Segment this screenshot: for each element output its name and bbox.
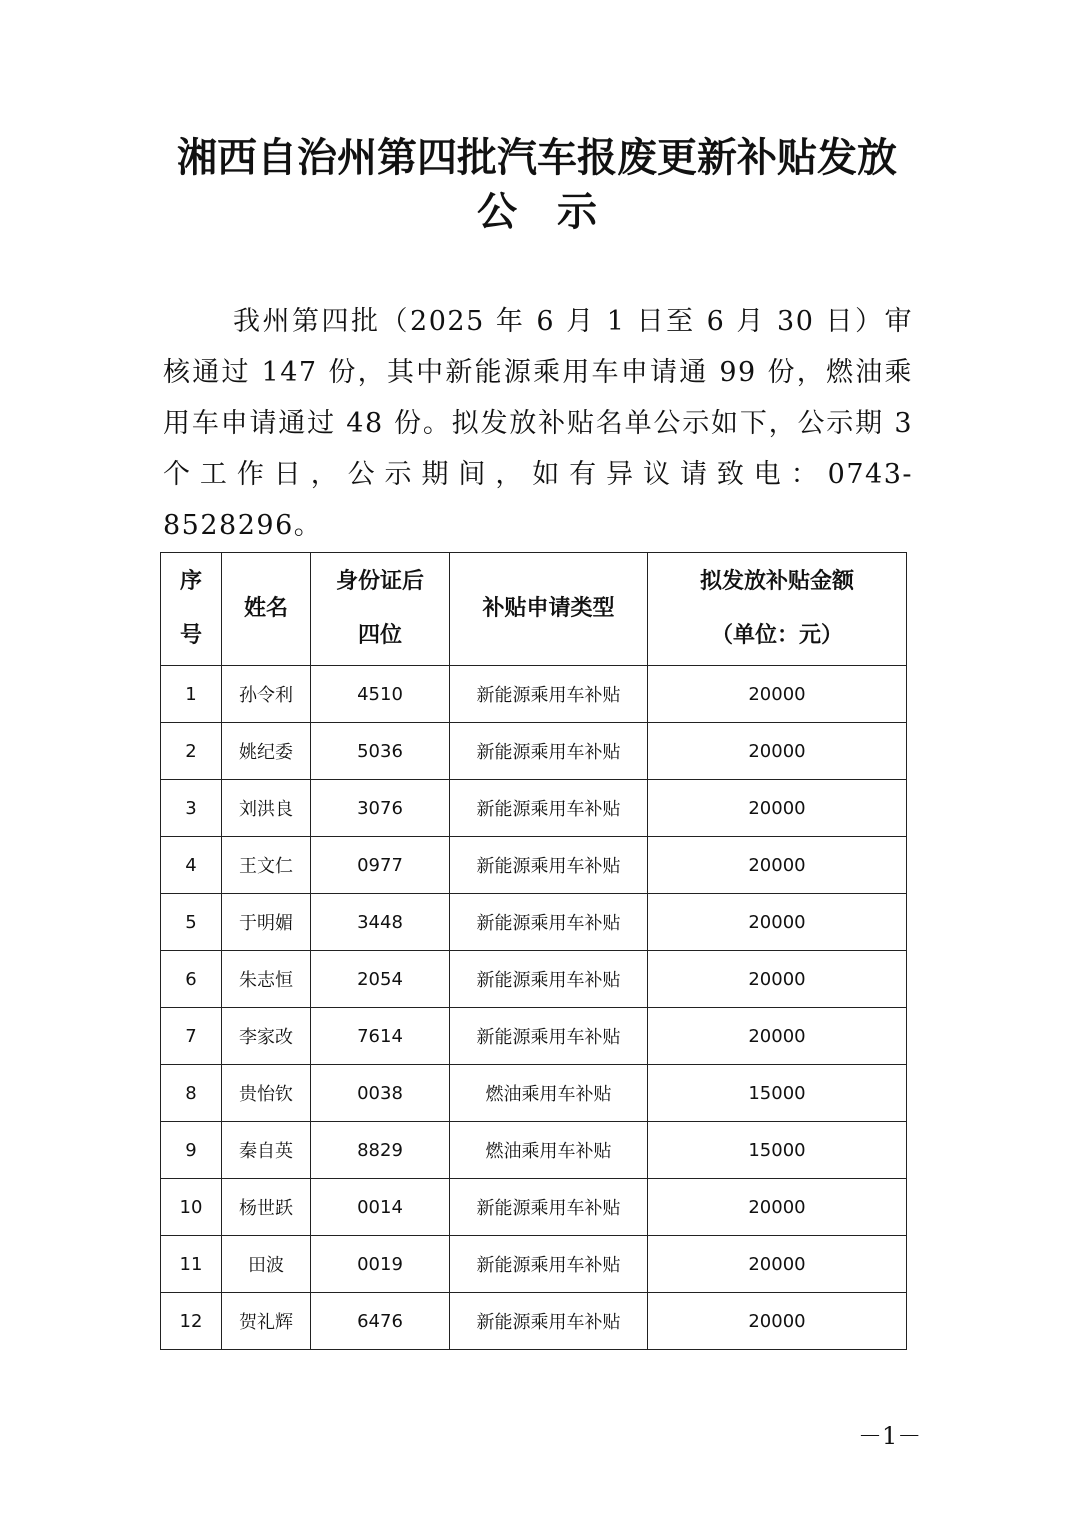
header-serial-line1: 序 xyxy=(179,569,202,594)
cell-type: 新能源乘用车补贴 xyxy=(450,1008,648,1065)
table-row xyxy=(161,1008,907,1065)
cell-id: 2054 xyxy=(311,951,450,1008)
cell-serial: 7 xyxy=(161,1008,222,1065)
cell-serial: 11 xyxy=(161,1236,222,1293)
header-type-label: 补贴申请类型 xyxy=(482,596,615,621)
cell-id: 0977 xyxy=(311,837,450,894)
cell-type: 新能源乘用车补贴 xyxy=(450,1236,648,1293)
header-id-line2: 四位 xyxy=(357,623,402,648)
cell-id: 8829 xyxy=(311,1122,450,1179)
cell-type: 新能源乘用车补贴 xyxy=(450,666,648,723)
cell-amount: 15000 xyxy=(648,1122,907,1179)
table-row xyxy=(161,1122,907,1179)
table-row xyxy=(161,837,907,894)
header-amount-line1: 拟发放补贴金额 xyxy=(699,569,854,594)
cell-serial: 8 xyxy=(161,1065,222,1122)
header-amount-line2: （单位：元） xyxy=(710,623,843,648)
cell-name: 刘洪良 xyxy=(222,780,311,837)
cell-name: 朱志恒 xyxy=(222,951,311,1008)
cell-serial: 5 xyxy=(161,894,222,951)
cell-amount: 20000 xyxy=(648,837,907,894)
cell-type: 新能源乘用车补贴 xyxy=(450,837,648,894)
header-subsidy-type xyxy=(450,553,648,666)
cell-type: 新能源乘用车补贴 xyxy=(450,894,648,951)
cell-amount: 20000 xyxy=(648,894,907,951)
header-subsidy-amount xyxy=(648,553,907,666)
cell-type: 燃油乘用车补贴 xyxy=(450,1065,648,1122)
cell-type: 新能源乘用车补贴 xyxy=(450,1293,648,1350)
cell-amount: 15000 xyxy=(648,1065,907,1122)
cell-id: 0014 xyxy=(311,1179,450,1236)
header-name xyxy=(222,553,311,666)
subsidy-table xyxy=(160,552,907,1350)
cell-id: 7614 xyxy=(311,1008,450,1065)
table-row xyxy=(161,780,907,837)
cell-name: 于明媚 xyxy=(222,894,311,951)
cell-serial: 4 xyxy=(161,837,222,894)
page-number: －1－ xyxy=(858,1422,922,1450)
cell-id: 5036 xyxy=(311,723,450,780)
cell-serial: 1 xyxy=(161,666,222,723)
table-row xyxy=(161,666,907,723)
cell-id: 0019 xyxy=(311,1236,450,1293)
header-id-line1: 身份证后 xyxy=(335,569,424,594)
cell-amount: 20000 xyxy=(648,666,907,723)
cell-serial: 12 xyxy=(161,1293,222,1350)
header-id-last-four xyxy=(311,553,450,666)
table-header-row xyxy=(161,553,907,666)
cell-serial: 9 xyxy=(161,1122,222,1179)
cell-name: 姚纪委 xyxy=(222,723,311,780)
cell-name: 王文仁 xyxy=(222,837,311,894)
cell-amount: 20000 xyxy=(648,1293,907,1350)
cell-serial: 3 xyxy=(161,780,222,837)
table-row xyxy=(161,1236,907,1293)
cell-type: 新能源乘用车补贴 xyxy=(450,723,648,780)
cell-name: 秦自英 xyxy=(222,1122,311,1179)
header-serial-number xyxy=(161,553,222,666)
cell-serial: 10 xyxy=(161,1179,222,1236)
table-row xyxy=(161,894,907,951)
cell-type: 新能源乘用车补贴 xyxy=(450,951,648,1008)
cell-amount: 20000 xyxy=(648,1008,907,1065)
document-title-line2: 公示 xyxy=(477,188,637,235)
cell-name: 李家改 xyxy=(222,1008,311,1065)
table-row xyxy=(161,1065,907,1122)
cell-type: 新能源乘用车补贴 xyxy=(450,1179,648,1236)
cell-id: 3076 xyxy=(311,780,450,837)
header-serial-line2: 号 xyxy=(179,623,202,648)
table-row xyxy=(161,1293,907,1350)
cell-amount: 20000 xyxy=(648,780,907,837)
cell-name: 杨世跃 xyxy=(222,1179,311,1236)
header-name-label: 姓名 xyxy=(243,596,288,621)
table-row xyxy=(161,951,907,1008)
cell-type: 燃油乘用车补贴 xyxy=(450,1122,648,1179)
cell-amount: 20000 xyxy=(648,951,907,1008)
table-row xyxy=(161,723,907,780)
table-row xyxy=(161,1179,907,1236)
announcement-paragraph: 我州第四批（2025 年 6 月 1 日至 6 月 30 日）审核通过 147 份，其中新能源乘用车申请通 99 份，燃油乘用车申请通过 48 份。拟发放补贴名单公示如下，公示期 3 个工作日，公示期间，如有异议请致电：0743-8528296。 xyxy=(163,306,913,541)
document-title: 湘西自治州第四批汽车报废更新补贴发放 xyxy=(177,134,897,181)
cell-id: 6476 xyxy=(311,1293,450,1350)
cell-name: 贵怡钦 xyxy=(222,1065,311,1122)
cell-type: 新能源乘用车补贴 xyxy=(450,780,648,837)
cell-serial: 6 xyxy=(161,951,222,1008)
cell-id: 3448 xyxy=(311,894,450,951)
cell-id: 0038 xyxy=(311,1065,450,1122)
cell-name: 孙令利 xyxy=(222,666,311,723)
cell-id: 4510 xyxy=(311,666,450,723)
cell-serial: 2 xyxy=(161,723,222,780)
cell-amount: 20000 xyxy=(648,1179,907,1236)
cell-amount: 20000 xyxy=(648,723,907,780)
cell-amount: 20000 xyxy=(648,1236,907,1293)
cell-name: 田波 xyxy=(222,1236,311,1293)
cell-name: 贺礼辉 xyxy=(222,1293,311,1350)
